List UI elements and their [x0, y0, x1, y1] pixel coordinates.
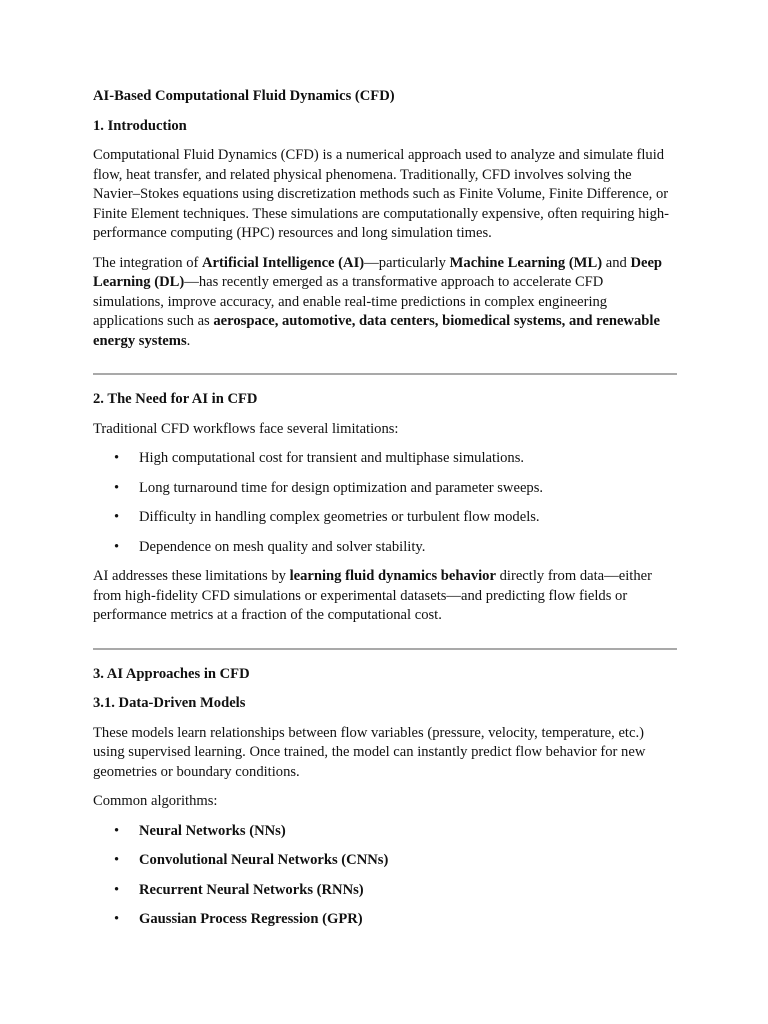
list-item	[93, 910, 677, 930]
bullet-icon: •	[114, 509, 120, 525]
bullet-icon: •	[114, 479, 120, 496]
list-item-text: Long turnaround time for design optimization and parameter sweeps.	[139, 479, 544, 496]
data-driven-paragraph: These models learn relationships between flow variables (pressure, velocity, temperature, etc.) using supervised learning. Once trained, the model can instantly predict flow behavior for new geometries or boundary conditions.	[93, 724, 646, 780]
algorithms-lead-text: Common algorithms:	[93, 793, 218, 809]
bold-run: Machine Learning (ML)	[449, 254, 603, 271]
list-item-text: High computational cost for transient and multiphase simulations.	[139, 450, 525, 466]
bullet-icon: •	[114, 450, 120, 466]
document-title: AI-Based Computational Fluid Dynamics (CFD)	[93, 88, 395, 104]
bold-run: learning fluid dynamics behavior	[289, 568, 496, 584]
bullet-icon: •	[114, 822, 120, 839]
list-item-text: Dependence on mesh quality and solver stability.	[139, 538, 426, 555]
need-paragraph	[93, 567, 677, 626]
bullet-icon: •	[114, 881, 120, 898]
text-run: .	[186, 332, 191, 349]
list-item	[93, 479, 677, 499]
list-item	[93, 449, 677, 469]
text-run: The integration of	[93, 254, 203, 271]
text-run: and	[602, 254, 631, 271]
bold-run: Artificial Intelligence (AI)	[202, 254, 365, 271]
bold-run: Deep Learning (DL)	[93, 254, 663, 290]
section-heading-ai-approaches: 3. AI Approaches in CFD	[93, 665, 250, 682]
list-item	[93, 508, 677, 528]
text-run: —has recently emerged as a transformative approach to accelerate CFD simulations, improve accuracy, and enable real-time predictions in complex engineering applications such as	[93, 274, 608, 329]
text-run: AI addresses these limitations by	[93, 568, 290, 584]
bullet-icon: •	[114, 852, 120, 868]
list-item-text: Neural Networks (NNs)	[139, 822, 286, 839]
list-item-text: Recurrent Neural Networks (RNNs)	[139, 881, 364, 898]
need-lead-text: Traditional CFD workflows face several limitations:	[93, 420, 399, 437]
bullet-icon: •	[114, 538, 120, 555]
list-item-text: Gaussian Process Regression (GPR)	[139, 911, 363, 927]
list-item	[93, 851, 677, 871]
list-item-text: Convolutional Neural Networks (CNNs)	[139, 852, 389, 868]
list-item	[93, 881, 677, 901]
limitations-list	[93, 449, 677, 557]
bold-run: aerospace, automotive, data centers, biomedical systems, and renewable energy systems	[93, 313, 660, 349]
algorithms-list	[93, 822, 677, 930]
list-item-text: Difficulty in handling complex geometries or turbulent flow models.	[139, 509, 540, 525]
document-page	[93, 84, 677, 930]
section-heading-need-for-ai: 2. The Need for AI in CFD	[93, 391, 258, 407]
list-item	[93, 538, 677, 558]
text-run: —particularly	[364, 254, 450, 271]
list-item	[93, 822, 677, 842]
section-heading-introduction: 1. Introduction	[93, 117, 187, 134]
section-divider	[93, 373, 677, 375]
intro-paragraph-1: Computational Fluid Dynamics (CFD) is a numerical approach used to analyze and simulate fluid flow, heat transfer, and related physical phenomena. Traditionally, CFD involves solving the Navier–Stokes equations using discretization methods such as Finite Volume, Finite Difference, or Finite Element techniques. These simulations are computationally expensive, often requiring high-performance computing (HPC) resources and long simulation times.	[93, 147, 670, 241]
text-run: directly from data—either from high-fidelity CFD simulations or experimental datasets—and predicting flow fields or performance metrics at a fraction of the computational cost.	[93, 568, 652, 623]
section-divider	[93, 648, 677, 650]
subsection-heading-data-driven-models: 3.1. Data-Driven Models	[93, 695, 246, 711]
bullet-icon: •	[114, 911, 120, 927]
intro-paragraph-2	[93, 254, 677, 352]
